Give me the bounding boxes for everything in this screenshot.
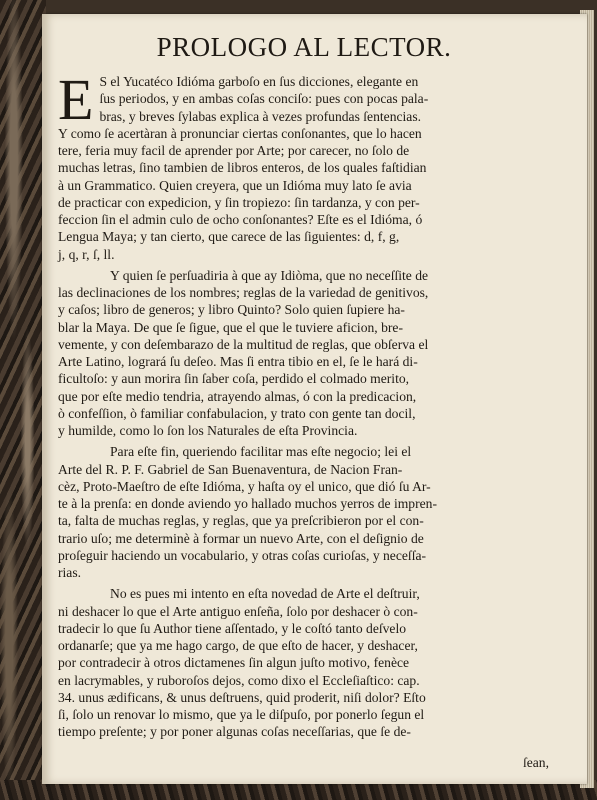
text-line: Y quien ſe perſuadiria à que ay Idiòma, que no neceſſite de bbox=[110, 267, 429, 283]
text-line: ficultoſo: y aun morira ſin ſaber coſa, perdido el colmado merito, bbox=[58, 371, 410, 387]
paragraph-4 bbox=[58, 585, 550, 740]
text-line: las declinaciones de los nombres; reglas de la variedad de genitivos, bbox=[58, 285, 429, 300]
page-title: PROLOGO AL LECTOR. bbox=[156, 32, 452, 62]
text-line: j, q, r, ſ, ll. bbox=[58, 246, 115, 262]
marbled-cover-left bbox=[0, 0, 46, 800]
catchword: ſean, bbox=[522, 755, 549, 770]
text-line: Y como ſe acertàran à pronunciar ciertas conſonantes, que lo hacen bbox=[58, 125, 422, 141]
drop-cap: E bbox=[58, 67, 94, 132]
text-line: por contradecir à otros dictamenes ſin algun juſto motivo, fenèce bbox=[58, 655, 410, 671]
text-line: proſeguir haciendo un vocabulario, y otras coſas curioſas, y neceſſa- bbox=[58, 547, 427, 563]
text-line: y caſos; libro de generos; y libro Quinto? Solo quien ſupiere ha- bbox=[58, 302, 405, 318]
text-line: rias. bbox=[58, 565, 82, 580]
text-line: en lacrymables, y ruboroſos dejos, como dixo el Eccleſiaſtico: cap. bbox=[58, 672, 420, 688]
text-line: Para eſte fin, queriendo facilitar mas eſte negocio; lei el bbox=[110, 444, 412, 460]
text-line: Arte del R. P. F. Gabriel de San Buenaventura, de Nacion Fran- bbox=[58, 461, 403, 477]
text-line: No es pues mi intento en eſta novedad de Arte el deſtruir, bbox=[110, 586, 420, 602]
text-line: ordanarſe; que ya me hago cargo, de que eſto de hacer, y deshacer, bbox=[58, 638, 418, 653]
text-line: tere, feria muy facil de aprender por Arte; por carecer, no ſolo de bbox=[58, 143, 410, 158]
text-line: Lengua Maya; y tan cierto, que carece de las ſiguientes: d, f, g, bbox=[58, 229, 400, 245]
text-line: que por eſte medio tendria, atrayendo almas, ó con la predicacion, bbox=[58, 388, 417, 404]
text-line: S el Yucatéco Idióma garboſo en ſus dicciones, elegante en bbox=[99, 74, 419, 89]
paragraph-1 bbox=[58, 67, 550, 263]
text-line: Arte Latino, logrará ſu deſeo. Mas ſi entra tibio en el, ſe le hará di- bbox=[58, 354, 418, 369]
paragraph-2 bbox=[58, 267, 550, 440]
text-line: ni deshacer lo que el Arte antiguo enſeña, ſolo por deshacer ò con- bbox=[58, 603, 418, 619]
text-line: ſus periodos, y en ambas coſas conciſo: pues con pocas pala- bbox=[99, 91, 429, 107]
text-line: vemente, y con deſembarazo de la multitud de reglas, que obſerva el bbox=[58, 336, 429, 352]
text-line: y humilde, como lo ſon los Naturales de eſta Provincia. bbox=[58, 423, 358, 438]
text-line: feccion ſin el admin culo de ocho conſonantes? Eſte es el Idióma, ó bbox=[58, 212, 423, 227]
text-line: trario uſo; me determinè à formar un nuevo Arte, con el deſignio de bbox=[58, 530, 424, 546]
text-line: ta, falta de muchas reglas, y reglas, que ya preſcribieron por el con- bbox=[58, 513, 424, 529]
text-line: blar la Maya. De que ſe ſigue, que el que le tuviere aficion, bre- bbox=[58, 319, 403, 335]
page-content bbox=[58, 26, 550, 745]
text-line: tradecir lo que ſu Author tiene aſſentado, y le coſtó tanto deſvelo bbox=[58, 620, 407, 636]
text-line: à un Grammatico. Quien creyera, que un Idióma muy lato ſe avia bbox=[58, 177, 412, 193]
text-line: ò confeſſion, ò familiar confabulacion, y trato con gente tan docil, bbox=[58, 405, 416, 421]
paragraph-3 bbox=[58, 443, 550, 581]
text-line: bras, y breves ſylabas explica à vezes profundas ſentencias. bbox=[99, 108, 422, 124]
text-line: de practicar con expedicion, y ſin tropiezo: ſin tardanza, y con per- bbox=[58, 194, 420, 210]
text-line: cèz, Proto-Maeſtro de eſte Idióma, y haſta oy el unico, que dió ſu Ar- bbox=[58, 478, 431, 494]
text-line: ſi, ſolo un renovar lo mismo, que ya le diſpuſo, por ponerlo ſegun el bbox=[58, 707, 425, 722]
text-line: 34. unus ædificans, & unus deſtruens, quid proderit, niſi dolor? Eſto bbox=[58, 689, 426, 705]
text-line: tiempo preſente; y por poner algunas coſas neceſſarias, que ſe de- bbox=[58, 724, 411, 740]
text-line: te à la prenſa: en donde aviendo yo hallado muchos yerros de impren- bbox=[58, 496, 437, 511]
text-line: muchas letras, ſino tambien de libros enteros, de los quales faſtidian bbox=[58, 160, 427, 176]
